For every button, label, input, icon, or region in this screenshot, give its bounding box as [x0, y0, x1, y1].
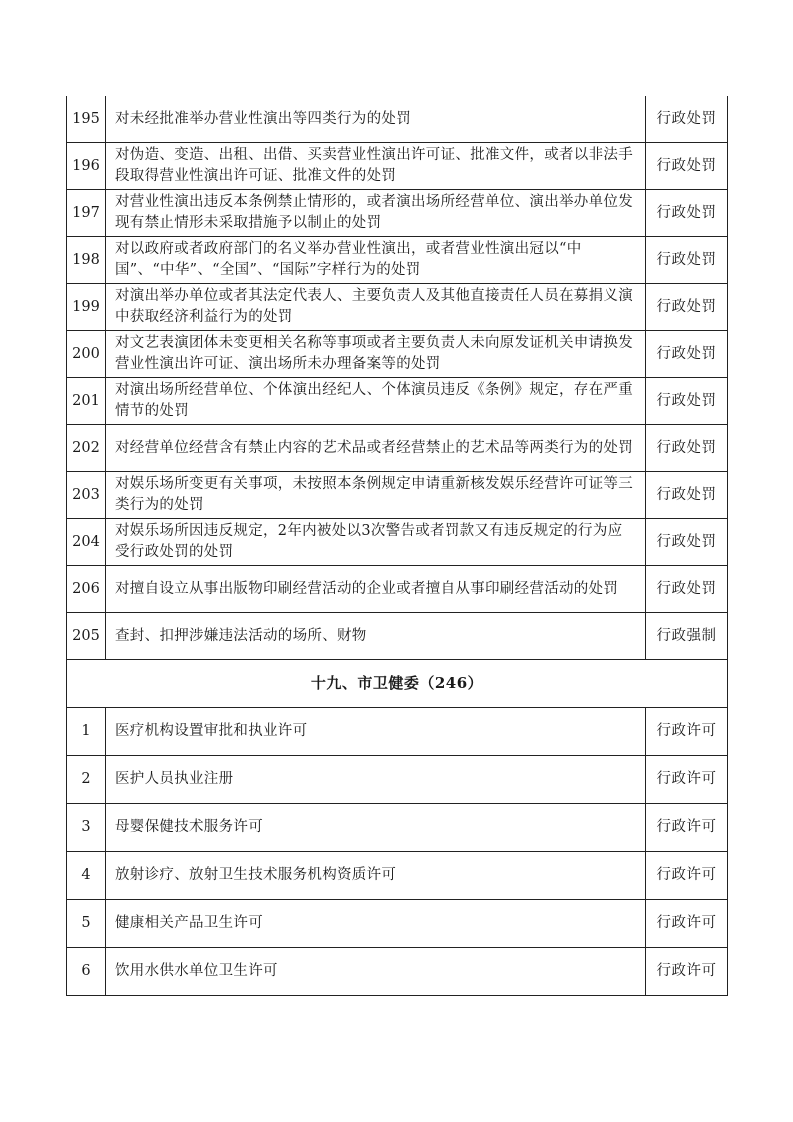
table-row [67, 613, 728, 660]
row-number: 203 [67, 472, 106, 519]
row-number: 201 [67, 378, 106, 425]
table-row [67, 566, 728, 613]
row-description: 饮用水供水单位卫生许可 [106, 948, 646, 996]
row-description: 对娱乐场所变更有关事项，未按照本条例规定申请重新核发娱乐经营许可证等三类行为的处罚 [106, 472, 646, 519]
row-description: 查封、扣押涉嫌违法活动的场所、财物 [106, 613, 646, 660]
row-type: 行政许可 [646, 756, 728, 804]
table-row [67, 804, 728, 852]
row-number: 199 [67, 284, 106, 331]
row-description: 医疗机构设置审批和执业许可 [106, 708, 646, 756]
section-header-row [67, 660, 728, 708]
table-row [67, 237, 728, 284]
row-type: 行政处罚 [646, 143, 728, 190]
row-type: 行政处罚 [646, 96, 728, 143]
row-type: 行政许可 [646, 804, 728, 852]
row-type: 行政许可 [646, 900, 728, 948]
row-description: 对演出场所经营单位、个体演出经纪人、个体演员违反《条例》规定，存在严重情节的处罚 [106, 378, 646, 425]
table-row [67, 948, 728, 996]
row-description: 对文艺表演团体未变更相关名称等事项或者主要负责人未向原发证机关申请换发营业性演出许可证、演出场所未办理备案等的处罚 [106, 331, 646, 378]
row-description: 医护人员执业注册 [106, 756, 646, 804]
table-row [67, 519, 728, 566]
table-row [67, 143, 728, 190]
row-type: 行政处罚 [646, 472, 728, 519]
row-description: 母婴保健技术服务许可 [106, 804, 646, 852]
table-row [67, 425, 728, 472]
row-number: 196 [67, 143, 106, 190]
row-description: 对娱乐场所因违反规定，2年内被处以3次警告或者罚款又有违反规定的行为应受行政处罚的处罚 [106, 519, 646, 566]
row-type: 行政许可 [646, 708, 728, 756]
table-row [67, 378, 728, 425]
table-row [67, 472, 728, 519]
table-row [67, 756, 728, 804]
section-title: 十九、市卫健委（246） [67, 660, 728, 708]
row-type: 行政处罚 [646, 331, 728, 378]
row-description: 对营业性演出违反本条例禁止情形的，或者演出场所经营单位、演出举办单位发现有禁止情形未采取措施予以制止的处罚 [106, 190, 646, 237]
row-description: 放射诊疗、放射卫生技术服务机构资质许可 [106, 852, 646, 900]
table-row [67, 190, 728, 237]
table-row [67, 900, 728, 948]
row-number: 1 [67, 708, 106, 756]
row-description: 对经营单位经营含有禁止内容的艺术品或者经营禁止的艺术品等两类行为的处罚 [106, 425, 646, 472]
table-row [67, 331, 728, 378]
row-type: 行政处罚 [646, 190, 728, 237]
document-table [66, 96, 728, 996]
row-type: 行政强制 [646, 613, 728, 660]
row-description: 对以政府或者政府部门的名义举办营业性演出，或者营业性演出冠以“中国”、“中华”、“全国”、“国际”字样行为的处罚 [106, 237, 646, 284]
table-row [67, 96, 728, 143]
row-type: 行政处罚 [646, 566, 728, 613]
row-number: 198 [67, 237, 106, 284]
row-number: 5 [67, 900, 106, 948]
row-number: 2 [67, 756, 106, 804]
row-type: 行政处罚 [646, 519, 728, 566]
row-number: 205 [67, 613, 106, 660]
row-description: 对擅自设立从事出版物印刷经营活动的企业或者擅自从事印刷经营活动的处罚 [106, 566, 646, 613]
row-number: 202 [67, 425, 106, 472]
row-type: 行政处罚 [646, 284, 728, 331]
row-type: 行政处罚 [646, 425, 728, 472]
table-row [67, 284, 728, 331]
row-number: 204 [67, 519, 106, 566]
row-number: 206 [67, 566, 106, 613]
row-number: 200 [67, 331, 106, 378]
row-number: 4 [67, 852, 106, 900]
row-type: 行政处罚 [646, 378, 728, 425]
row-description: 对演出举办单位或者其法定代表人、主要负责人及其他直接责任人员在募捐义演中获取经济利益行为的处罚 [106, 284, 646, 331]
row-number: 195 [67, 96, 106, 143]
row-number: 3 [67, 804, 106, 852]
row-description: 健康相关产品卫生许可 [106, 900, 646, 948]
row-number: 197 [67, 190, 106, 237]
table-row [67, 708, 728, 756]
row-type: 行政许可 [646, 852, 728, 900]
row-number: 6 [67, 948, 106, 996]
row-type: 行政处罚 [646, 237, 728, 284]
row-type: 行政许可 [646, 948, 728, 996]
row-description: 对伪造、变造、出租、出借、买卖营业性演出许可证、批准文件，或者以非法手段取得营业性演出许可证、批准文件的处罚 [106, 143, 646, 190]
table-row [67, 852, 728, 900]
row-description: 对未经批准举办营业性演出等四类行为的处罚 [106, 96, 646, 143]
